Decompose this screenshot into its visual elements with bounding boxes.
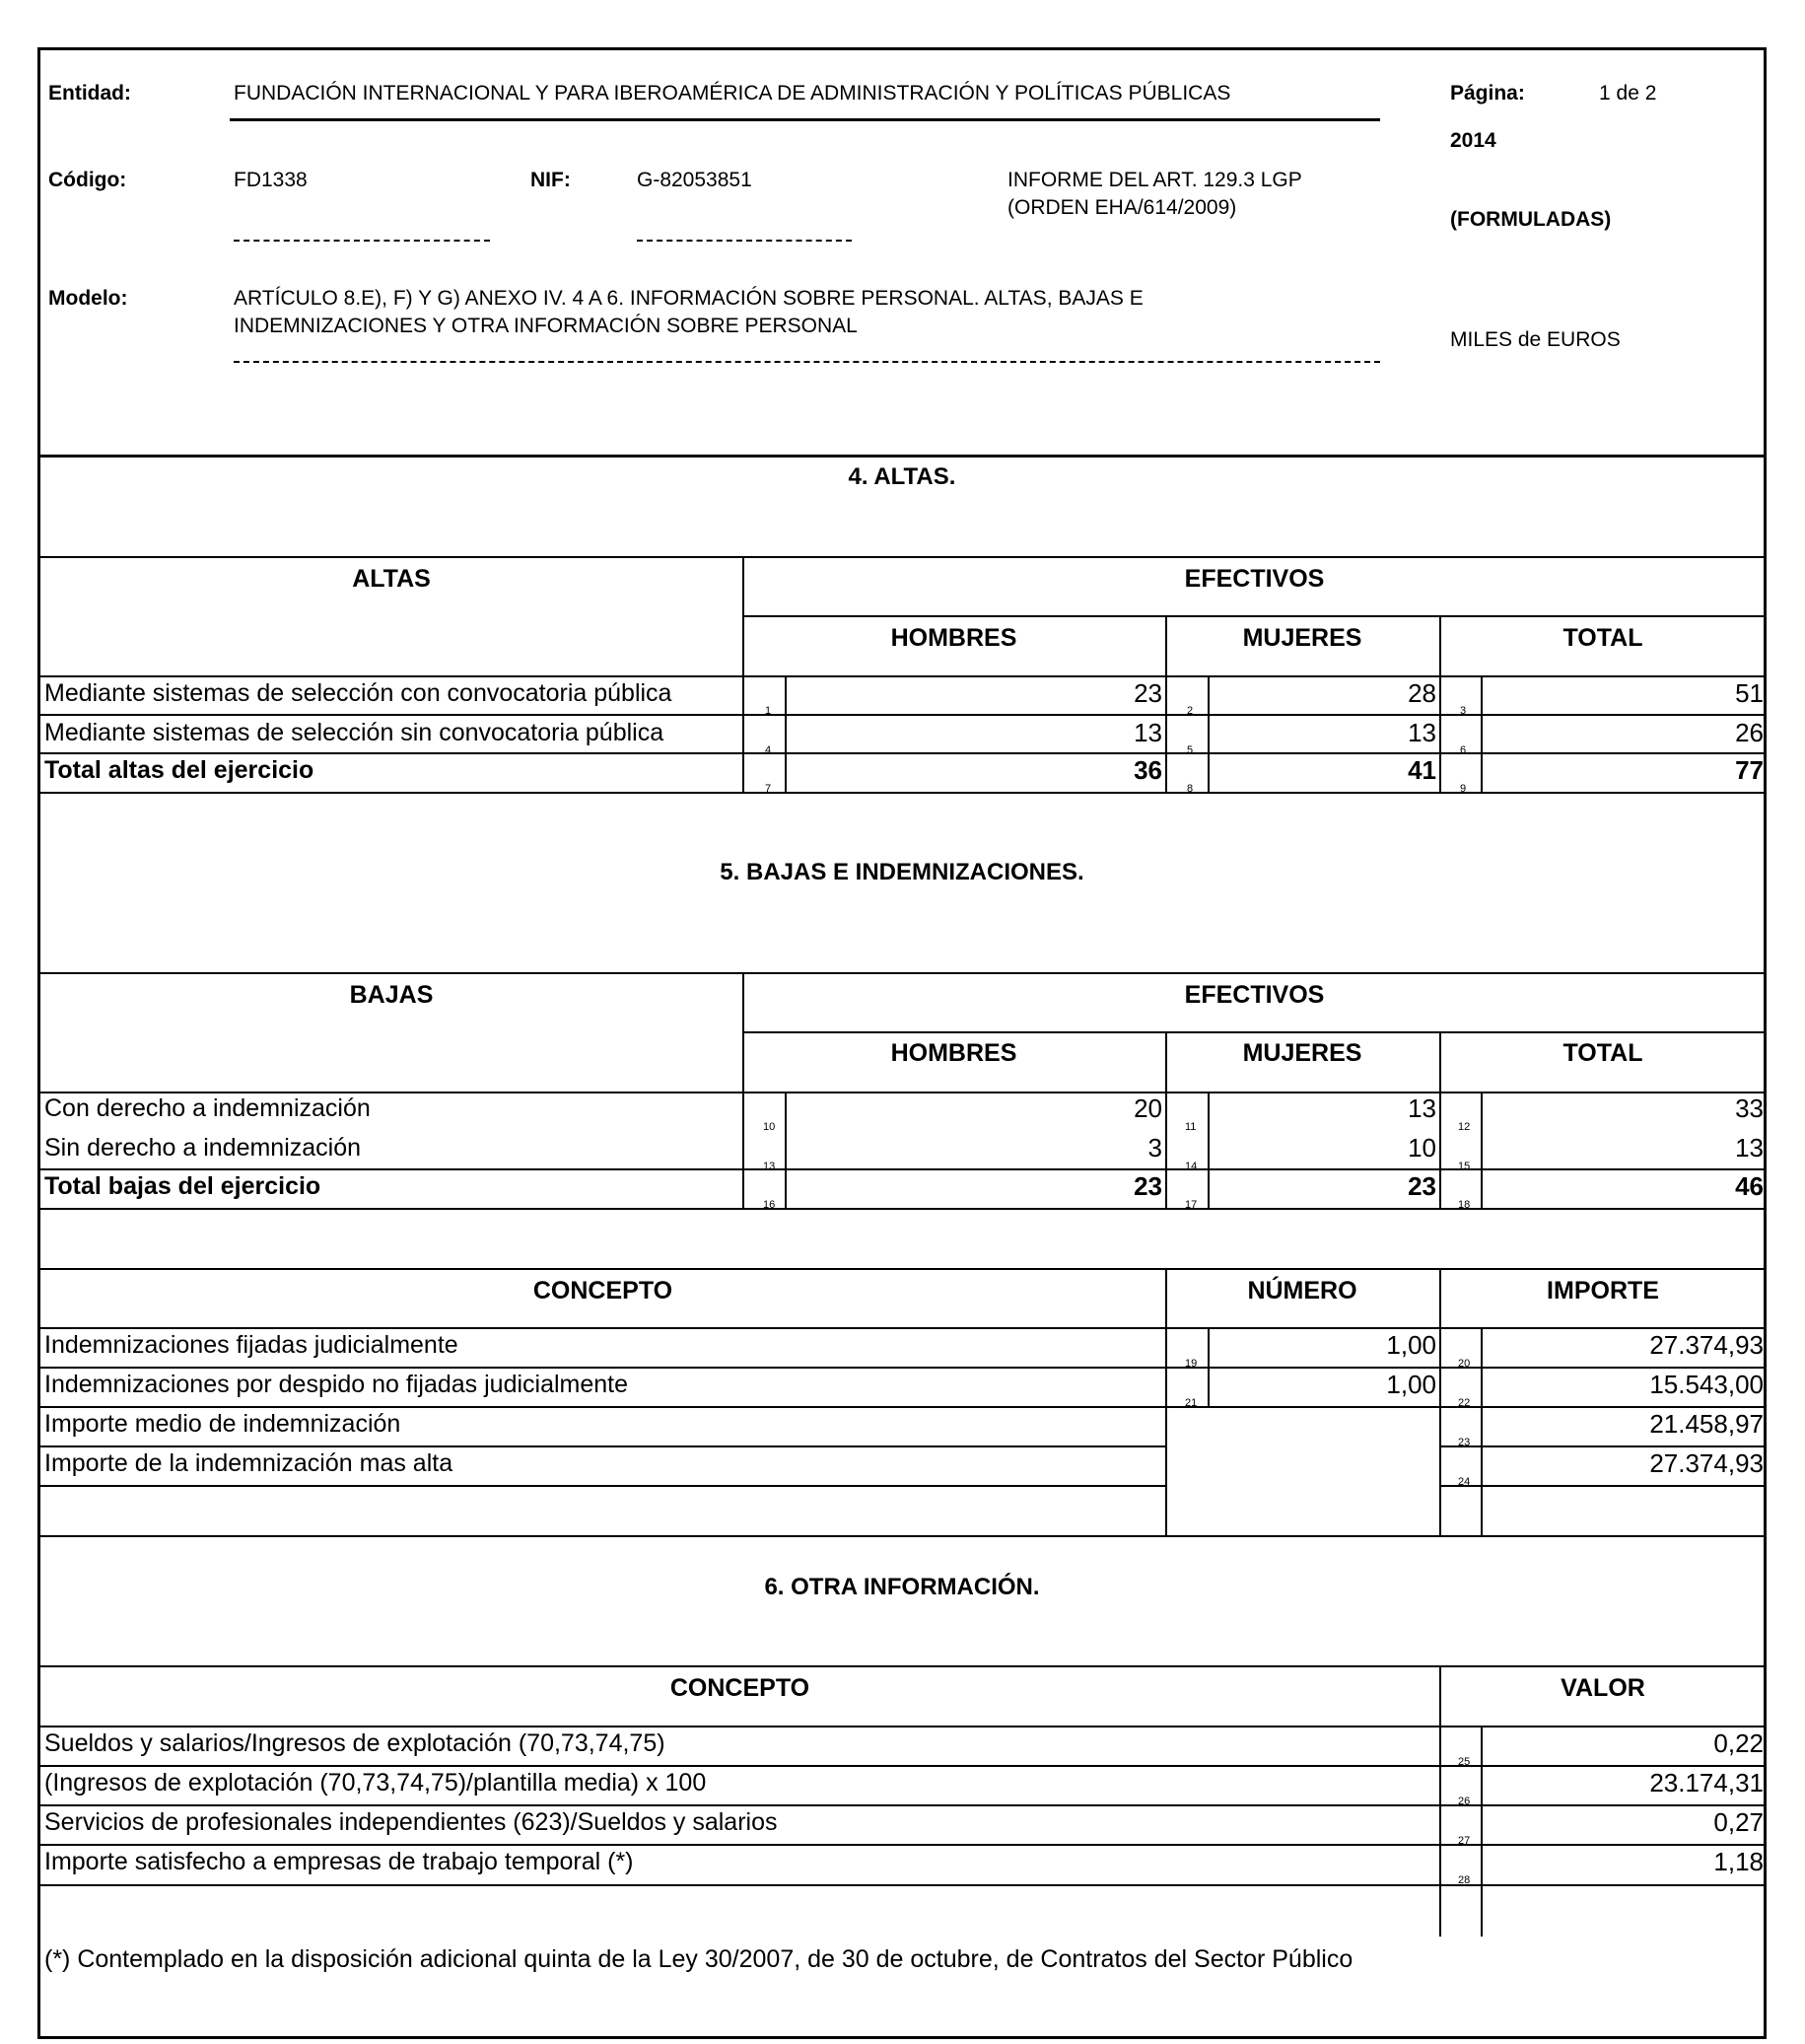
cell-code: 15 xyxy=(1458,1161,1471,1172)
divider xyxy=(40,714,1764,716)
altas-mujeres-value: 28 xyxy=(1408,678,1436,708)
col-divider xyxy=(1439,1665,1441,1937)
col-divider xyxy=(1439,1268,1441,1537)
cell-code: 10 xyxy=(763,1121,776,1133)
otra-row-label: (Ingresos de explotación (70,73,74,75)/plantilla media) x 100 xyxy=(44,1769,707,1797)
col-divider xyxy=(1165,1268,1167,1537)
divider xyxy=(40,1367,1764,1369)
indemn-importe-value: 27.374,93 xyxy=(1649,1330,1764,1360)
indemn-importe-value: 21.458,97 xyxy=(1649,1409,1764,1439)
indemn-row-label: Importe medio de indemnización xyxy=(44,1410,401,1438)
altas-mujeres-value: 13 xyxy=(1408,718,1436,747)
col-header-importe: IMPORTE xyxy=(1547,1277,1659,1304)
altas-total-label: Total altas del ejercicio xyxy=(44,756,314,784)
cell-code: 27 xyxy=(1458,1835,1471,1847)
cell-code: 5 xyxy=(1187,744,1194,756)
col-header-valor: VALOR xyxy=(1561,1674,1645,1702)
section-title-bajas: 5. BAJAS E INDEMNIZACIONES. xyxy=(720,859,1084,885)
divider xyxy=(40,972,1764,974)
codigo-label: Código: xyxy=(48,169,127,191)
divider xyxy=(742,615,1764,617)
bajas-hombres-total: 23 xyxy=(1134,1171,1162,1201)
divider xyxy=(40,556,1764,558)
divider xyxy=(40,1804,1764,1806)
bajas-row-label: Con derecho a indemnización xyxy=(44,1094,371,1122)
bajas-hombres-value: 20 xyxy=(1134,1093,1162,1123)
cell-code: 11 xyxy=(1185,1121,1197,1133)
cell-code: 8 xyxy=(1187,783,1194,795)
divider xyxy=(40,752,1764,754)
divider xyxy=(40,792,1764,794)
col-header-hombres: HOMBRES xyxy=(890,624,1017,652)
units-label: MILES de EUROS xyxy=(1450,328,1621,351)
col-header-bajas: BAJAS xyxy=(349,981,434,1009)
indemn-row-label: Indemnizaciones fijadas judicialmente xyxy=(44,1331,458,1359)
divider xyxy=(40,1726,1764,1727)
divider xyxy=(40,1535,1764,1537)
divider xyxy=(40,1445,1165,1447)
cell-code: 18 xyxy=(1458,1199,1471,1211)
cell-code: 1 xyxy=(765,705,772,717)
indemn-row-label: Importe de la indemnización mas alta xyxy=(44,1449,453,1477)
entidad-label: Entidad: xyxy=(48,82,131,105)
divider xyxy=(742,1031,1764,1033)
cell-code: 26 xyxy=(1458,1796,1471,1807)
otra-row-label: Servicios de profesionales independientes (623)/Sueldos y salarios xyxy=(44,1808,778,1836)
cell-code: 9 xyxy=(1460,783,1467,795)
col-header-mujeres: MUJERES xyxy=(1242,1039,1362,1067)
report-form xyxy=(37,47,1767,2039)
col-header-efectivos: EFECTIVOS xyxy=(1184,981,1325,1009)
pagina-label: Página: xyxy=(1450,82,1525,105)
cell-code: 25 xyxy=(1458,1756,1471,1768)
cell-code: 14 xyxy=(1185,1161,1198,1172)
indemn-importe-value: 27.374,93 xyxy=(1649,1448,1764,1478)
altas-total-value: 51 xyxy=(1735,678,1764,708)
col-header-efectivos: EFECTIVOS xyxy=(1184,565,1325,593)
cell-code: 20 xyxy=(1458,1358,1471,1370)
otra-valor-value: 1,18 xyxy=(1713,1847,1764,1876)
col-header-total: TOTAL xyxy=(1562,1039,1643,1067)
divider xyxy=(40,1208,1764,1210)
cell-code: 4 xyxy=(765,744,772,756)
bajas-total-label: Total bajas del ejercicio xyxy=(44,1172,321,1200)
otra-valor-value: 23.174,31 xyxy=(1649,1768,1764,1797)
nif-value: G-82053851 xyxy=(637,169,752,191)
cell-code: 16 xyxy=(763,1199,776,1211)
bajas-mujeres-total: 23 xyxy=(1408,1171,1436,1201)
codigo-underline xyxy=(234,240,490,242)
cell-code: 6 xyxy=(1460,744,1467,756)
footnote: (*) Contemplado en la disposición adicional quinta de la Ley 30/2007, de 30 de octubre, de Contratos del Sector Público xyxy=(44,1945,1354,1973)
divider xyxy=(40,1765,1764,1767)
informe-line2: (ORDEN EHA/614/2009) xyxy=(1007,196,1237,219)
indemn-numero-value: 1,00 xyxy=(1386,1370,1436,1399)
altas-total-value: 26 xyxy=(1735,718,1764,747)
divider xyxy=(40,1268,1764,1270)
bajas-mujeres-value: 13 xyxy=(1408,1093,1436,1123)
bajas-hombres-value: 3 xyxy=(1147,1133,1162,1163)
indemn-numero-value: 1,00 xyxy=(1386,1330,1436,1360)
divider xyxy=(40,1406,1764,1408)
section-title-altas: 4. ALTAS. xyxy=(848,463,956,490)
entidad-underline xyxy=(230,118,1380,121)
section-title-otra: 6. OTRA INFORMACIÓN. xyxy=(764,1574,1040,1600)
modelo-line1: ARTÍCULO 8.E), F) Y G) ANEXO IV. 4 A 6. INFORMACIÓN SOBRE PERSONAL. ALTAS, BAJAS E xyxy=(234,287,1144,310)
indemn-row-label: Indemnizaciones por despido no fijadas judicialmente xyxy=(44,1371,629,1398)
cell-code: 12 xyxy=(1458,1121,1471,1133)
divider xyxy=(1439,1445,1764,1447)
divider xyxy=(1439,1485,1764,1487)
bajas-mujeres-value: 10 xyxy=(1408,1133,1436,1163)
col-header-concepto: CONCEPTO xyxy=(669,1674,810,1702)
divider xyxy=(40,1665,1764,1667)
col-header-mujeres: MUJERES xyxy=(1242,624,1362,652)
bajas-row-label: Sin derecho a indemnización xyxy=(44,1134,362,1162)
col-header-concepto: CONCEPTO xyxy=(532,1277,673,1304)
divider xyxy=(40,1485,1165,1487)
cell-code: 13 xyxy=(763,1161,776,1172)
cell-code: 23 xyxy=(1458,1437,1471,1448)
cell-code: 17 xyxy=(1185,1199,1198,1211)
col-header-numero: NÚMERO xyxy=(1247,1277,1357,1304)
col-header-altas: ALTAS xyxy=(352,565,431,593)
divider xyxy=(40,455,1764,458)
altas-hombres-value: 23 xyxy=(1134,678,1162,708)
nif-label: NIF: xyxy=(530,169,571,191)
col-header-hombres: HOMBRES xyxy=(890,1039,1017,1067)
modelo-label: Modelo: xyxy=(48,287,128,310)
otra-valor-value: 0,22 xyxy=(1713,1728,1764,1758)
cell-code: 28 xyxy=(1458,1874,1471,1886)
bajas-grand-total: 46 xyxy=(1735,1171,1764,1201)
altas-row-label: Mediante sistemas de selección con convocatoria pública xyxy=(44,679,672,707)
divider xyxy=(40,1884,1764,1886)
report-year: 2014 xyxy=(1450,129,1496,152)
indemn-importe-value: 15.543,00 xyxy=(1649,1370,1764,1399)
entidad-value: FUNDACIÓN INTERNACIONAL Y PARA IBEROAMÉRICA DE ADMINISTRACIÓN Y POLÍTICAS PÚBLICAS xyxy=(234,82,1231,105)
divider xyxy=(40,1327,1764,1329)
divider xyxy=(40,1844,1764,1846)
nif-underline xyxy=(637,240,852,242)
divider xyxy=(40,1168,1764,1170)
formuladas-label: (FORMULADAS) xyxy=(1450,208,1612,231)
cell-code: 24 xyxy=(1458,1476,1471,1488)
altas-hombres-total: 36 xyxy=(1134,755,1162,785)
otra-row-label: Sueldos y salarios/Ingresos de explotación (70,73,74,75) xyxy=(44,1729,665,1757)
pagina-value: 1 de 2 xyxy=(1599,82,1657,105)
modelo-underline xyxy=(234,361,1380,363)
col-header-total: TOTAL xyxy=(1562,624,1643,652)
altas-mujeres-total: 41 xyxy=(1408,755,1436,785)
cell-code: 22 xyxy=(1458,1397,1471,1409)
otra-row-label: Importe satisfecho a empresas de trabajo temporal (*) xyxy=(44,1848,634,1875)
divider xyxy=(40,675,1764,677)
altas-grand-total: 77 xyxy=(1735,755,1764,785)
cell-code: 21 xyxy=(1185,1397,1198,1409)
bajas-total-value: 13 xyxy=(1735,1133,1764,1163)
cell-code: 2 xyxy=(1187,705,1194,717)
cell-code: 7 xyxy=(765,783,772,795)
otra-valor-value: 0,27 xyxy=(1713,1807,1764,1837)
modelo-line2: INDEMNIZACIONES Y OTRA INFORMACIÓN SOBRE PERSONAL xyxy=(234,315,858,337)
altas-hombres-value: 13 xyxy=(1134,718,1162,747)
cell-code: 19 xyxy=(1185,1358,1198,1370)
bajas-total-value: 33 xyxy=(1735,1093,1764,1123)
informe-line1: INFORME DEL ART. 129.3 LGP xyxy=(1007,169,1302,191)
altas-row-label: Mediante sistemas de selección sin convocatoria pública xyxy=(44,719,664,746)
cell-code: 3 xyxy=(1460,705,1467,717)
codigo-value: FD1338 xyxy=(234,169,308,191)
